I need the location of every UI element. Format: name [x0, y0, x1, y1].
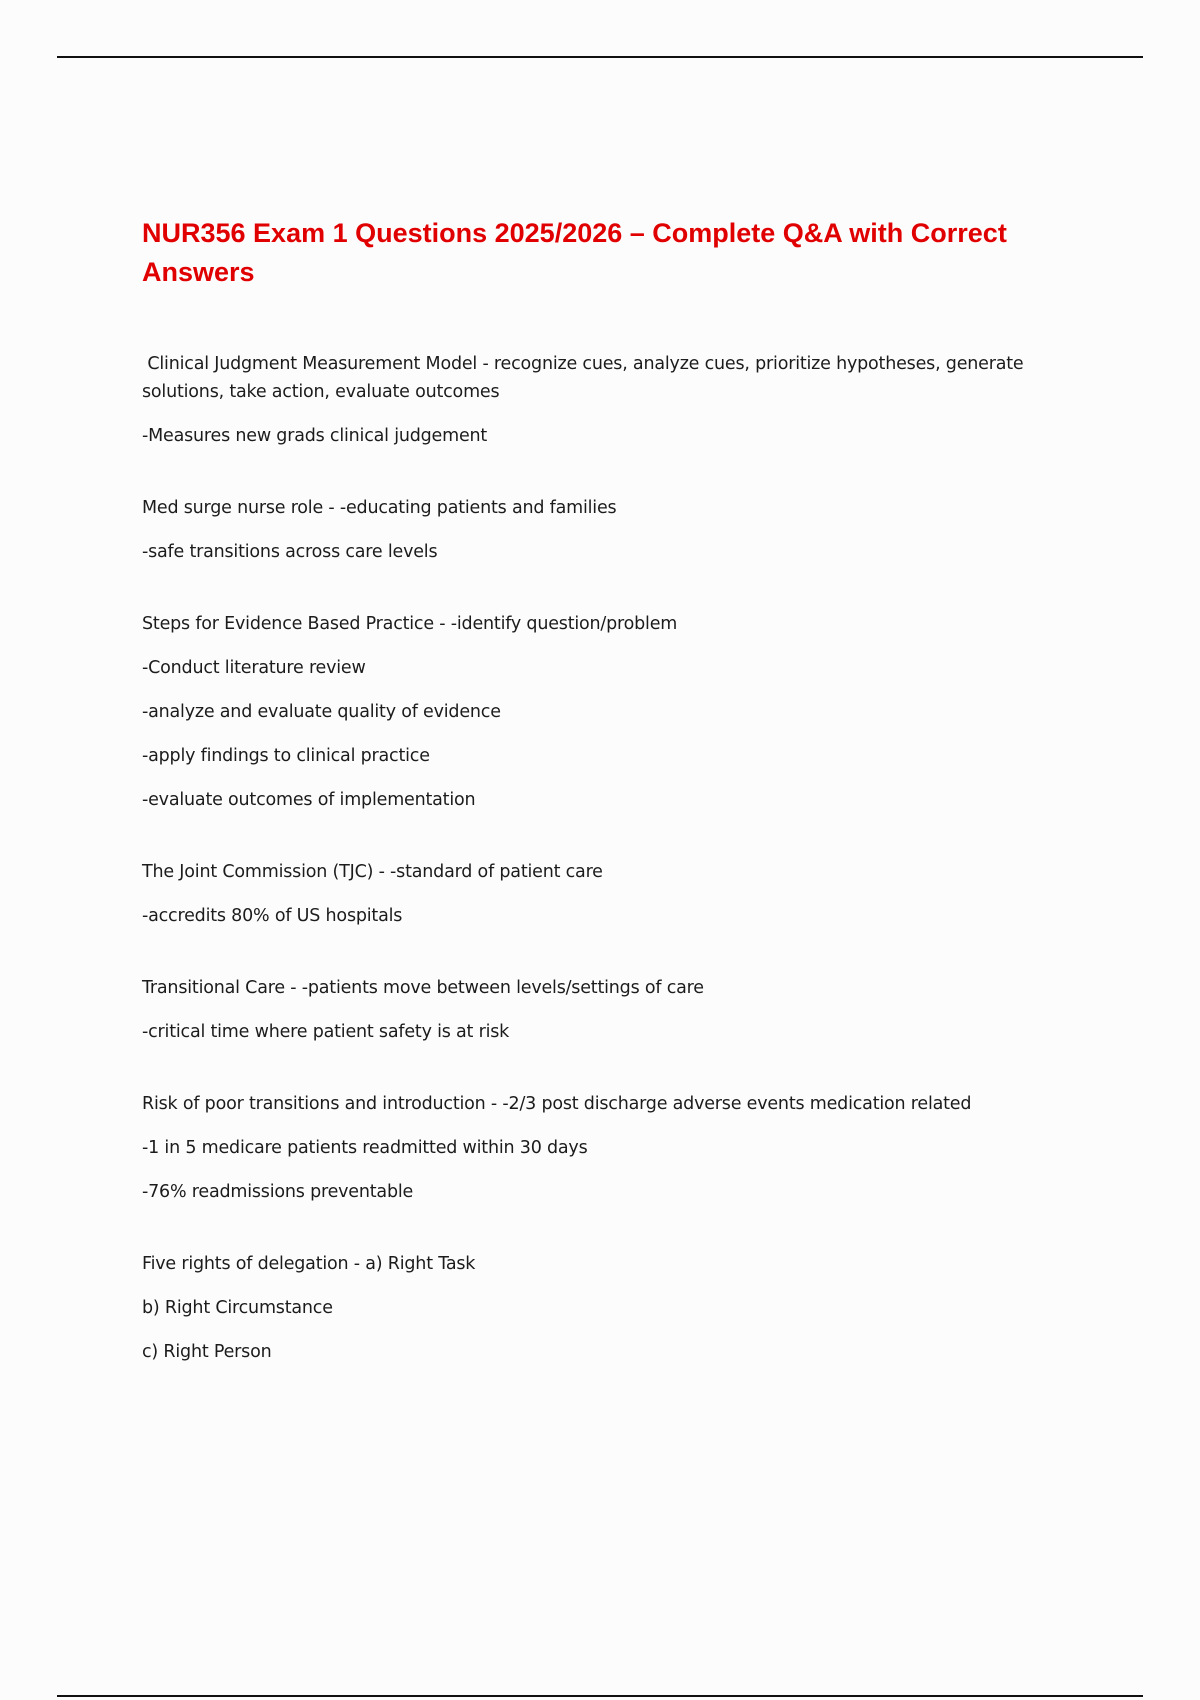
qa-answer-line: -safe transitions across care levels: [142, 542, 438, 562]
qa-question-line: The Joint Commission (TJC) - -standard of patient care: [142, 862, 603, 882]
qa-answer-line: -evaluate outcomes of implementation: [142, 790, 476, 810]
document-title: NUR356 Exam 1 Questions 2025/2026 – Complete Q&A with Correct Answers: [142, 218, 1007, 287]
qa-answer-line: -apply findings to clinical practice: [142, 746, 430, 766]
qa-answer-line: -Measures new grads clinical judgement: [142, 426, 488, 446]
qa-content: [142, 350, 1072, 1366]
qa-entry: [142, 974, 1072, 1046]
qa-question-line: Med surge nurse role - -educating patients and families: [142, 498, 617, 518]
qa-question-line: Transitional Care - -patients move between levels/settings of care: [142, 978, 704, 998]
qa-entry: [142, 610, 1072, 814]
qa-entry: [142, 494, 1072, 566]
qa-question-line: Steps for Evidence Based Practice - -identify question/problem: [142, 614, 678, 634]
qa-question-line: Risk of poor transitions and introduction - -2/3 post discharge adverse events medication related: [142, 1094, 972, 1114]
qa-question-line: Clinical Judgment Measurement Model - recognize cues, analyze cues, prioritize hypotheses, generate solutions, take action, evaluate outcomes: [142, 354, 1029, 402]
qa-entry: [142, 858, 1072, 930]
qa-answer-line: -analyze and evaluate quality of evidence: [142, 702, 501, 722]
qa-entry: [142, 350, 1072, 450]
footer-rule: [57, 1695, 1143, 1697]
qa-question-line: Five rights of delegation - a) Right Task: [142, 1254, 476, 1274]
qa-answer-line: -76% readmissions preventable: [142, 1182, 414, 1202]
qa-answer-line: -Conduct literature review: [142, 658, 366, 678]
qa-answer-line: -accredits 80% of US hospitals: [142, 906, 403, 926]
qa-answer-line: -critical time where patient safety is at risk: [142, 1022, 510, 1042]
header-rule: [57, 56, 1143, 58]
qa-answer-line: -1 in 5 medicare patients readmitted within 30 days: [142, 1138, 588, 1158]
qa-answer-line: c) Right Person: [142, 1342, 272, 1362]
qa-entry: [142, 1250, 1072, 1366]
qa-entry: [142, 1090, 1072, 1206]
qa-answer-line: b) Right Circumstance: [142, 1298, 333, 1318]
